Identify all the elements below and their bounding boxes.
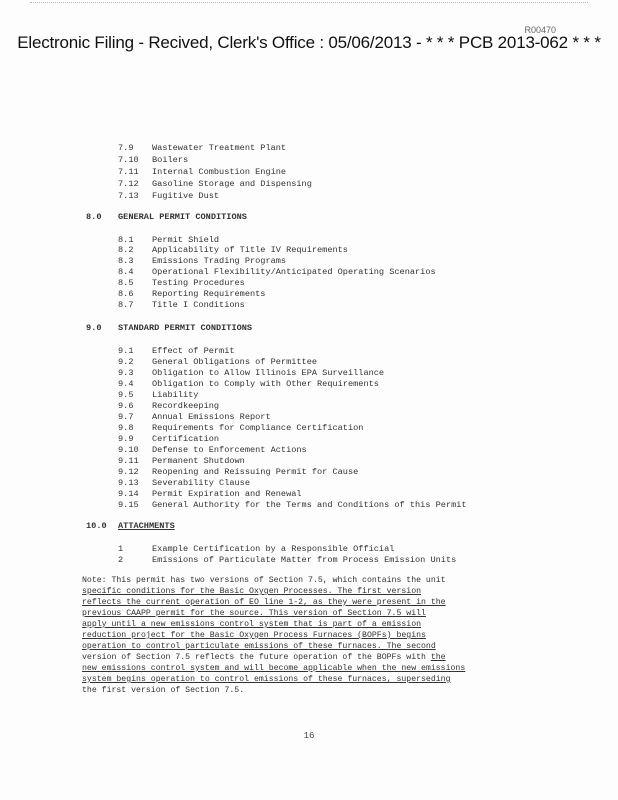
note-line: operation to control particulate emissions of these furnaces. The second [82,642,436,651]
corner-mark: R00470 [524,25,556,35]
filing-stamp-header: Electronic Filing - Recived, Clerk's Office : 05/06/2013 - * * * PCB 2013-062 * * * [17,33,601,52]
permit-note [82,575,532,696]
note-line: reduction project for the Basic Oxygen Process Furnaces (BOPFs) begins [82,631,426,640]
note-line: new emissions control system and will become applicable when the new emissions [82,664,466,673]
note-line: specific conditions for the Basic Oxygen Processes. The first version [82,587,422,596]
note-line: the first version of Section 7.5. [82,686,245,695]
note-line: apply until a new emissions control system that is part of a emission [82,620,422,629]
top-border [30,2,588,3]
note-line: system begins operation to control emissions of these furnaces, superseding [82,675,451,684]
note-line: Note: This permit has two versions of Section 7.5, which contains the unit [82,576,446,585]
note-line: previous CAAPP permit for the source. This version of Section 7.5 will [82,609,426,618]
document-page: R00470 Electronic Filing - Recived, Clerk's Office : 05/06/2013 - * * * PCB 2013-062 * * * 7.9 Wastewater Treatment Plant 7.10 Boilers 7.11 Internal Combustion Engine 7.12 Gasoline Storage and Dispensing 7.13 Fugitive Dust 8.0 GENERAL PERMIT CONDITIONS 8.1 Permit Shield 8.2 Applicability of Title IV Requirements 8.3 Emissions Trading Programs 8.4 Operational Flexibility/Anticipated Operating Scenarios 8.5 Testing Procedures 8.6 Reporting Requirements 8.7 Title I Conditions 9.0 STANDARD PERMIT CONDITIONS 9.1 Effect of Permit 9.2 General Obligations of Permittee 9.3 Obligation to Allow Illinois EPA Surveillance 9.4 Obligation to Comply with Other Requirements 9.5 Liability 9.6 Recordkeeping 9.7 Annual Emissions Report 9.8 Requirements for Compliance Certification 9.9 Certification 9.10 Defense to Enforcement Actions 9.11 Permanent Shutdown 9.12 Reopening and Reissuing Permit for Cause 9.13 Severability Clause 9.14 Permit Expiration and Renewal 9.15 General Authority for the Terms and Conditions of this Permit 10.0 ATTACHMENTS 1 Example Certification by a Responsible Official 2 Emissions of Particulate Matter from Process Emission Units Note: This permit has two versions of Section 7.5, which contains the unit specific conditions for the Basic Oxygen Processes. The first version reflects the current operation of EO line 1-2, as they were present in the previous CAAPP permit for the source. This version of Section 7.5 will apply until a new emissions control system that is part of a emission reduction project for the Basic Oxygen Process Furnaces (BOPFs) begins operation to control particulate emissions of these furnaces. The second version of Section 7.5 reflects the future operation of the BOPFs with the new emissions control system and will become applicable when the new emissions system begins operation to control emissions of these furnaces, superseding the first version of Section 7.5. 16 [0,0,618,800]
note-line: version of Section 7.5 reflects the future operation of the BOPFs with the [82,653,446,662]
note-line: reflects the current operation of EO line 1-2, as they were present in the [82,598,446,607]
page-number: 16 [303,731,315,741]
